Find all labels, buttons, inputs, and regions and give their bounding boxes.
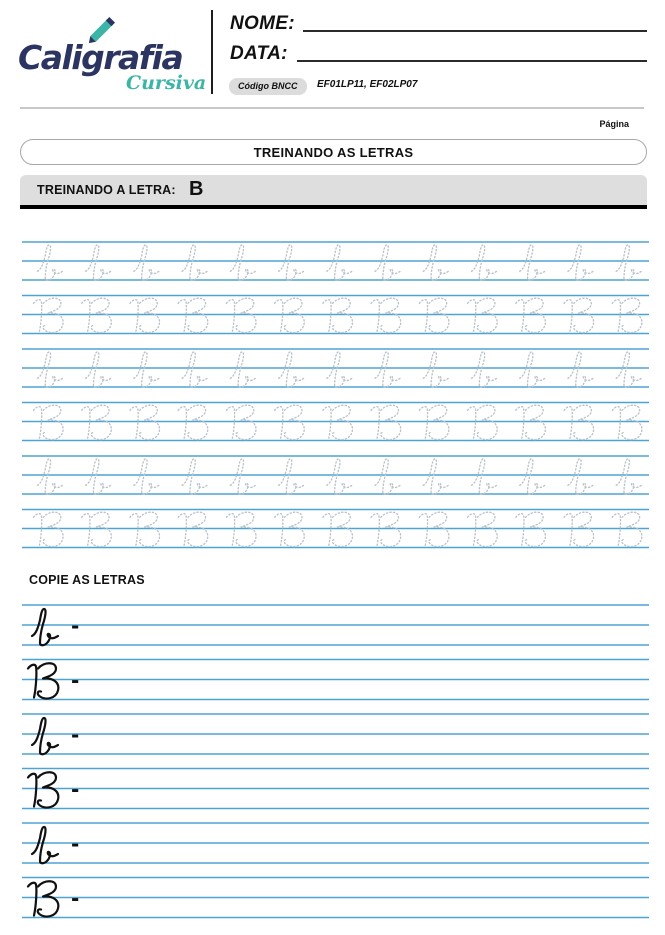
trace-glyph-B: [419, 405, 449, 439]
trace-glyph-B: [516, 512, 546, 546]
trace-glyph-b: [616, 459, 641, 494]
trace-glyph-B: [275, 405, 305, 439]
trace-glyph-B: [275, 512, 305, 546]
trace-glyph-B: [323, 298, 353, 332]
name-label: NOME:: [230, 13, 295, 34]
trace-glyph-b: [520, 245, 545, 280]
trace-glyph-b: [279, 459, 304, 494]
trace-glyph-b: [134, 245, 159, 280]
trace-glyph-b: [423, 459, 448, 494]
trace-glyph-B: [82, 512, 112, 546]
trace-glyph-B: [82, 405, 112, 439]
trace-glyph-b: [182, 245, 207, 280]
copy-model-b: [32, 827, 58, 863]
copy-model-B: [28, 881, 58, 916]
trace-glyph-B: [564, 405, 594, 439]
trace-glyph-B: [612, 298, 642, 332]
trace-glyph-B: [612, 512, 642, 546]
trace-glyph-B: [34, 298, 64, 332]
trace-glyph-B: [468, 298, 498, 332]
worksheet-title: TREINANDO AS LETRAS: [20, 139, 647, 165]
trace-glyph-B: [516, 405, 546, 439]
trace-glyph-B: [468, 405, 498, 439]
trace-glyph-B: [516, 298, 546, 332]
trace-glyph-B: [564, 298, 594, 332]
guide-lines: [22, 242, 649, 918]
trace-glyph-b: [279, 352, 304, 387]
trace-glyph-B: [34, 512, 64, 546]
trace-glyph-b: [86, 459, 111, 494]
trace-glyph-b: [471, 245, 496, 280]
trace-glyph-b: [520, 352, 545, 387]
tracing-glyphs: [34, 245, 642, 547]
copy-model-B: [28, 663, 58, 698]
trace-glyph-B: [564, 512, 594, 546]
trace-glyph-b: [327, 459, 352, 494]
trace-glyph-b: [230, 459, 255, 494]
copy-dash: -: [71, 668, 80, 693]
trace-glyph-b: [182, 459, 207, 494]
copy-model-b: [32, 718, 58, 754]
trace-glyph-B: [468, 512, 498, 546]
bncc-codes: EF01LP11, EF02LP07: [317, 79, 418, 90]
trace-glyph-b: [568, 352, 593, 387]
trace-glyph-b: [37, 459, 62, 494]
trace-glyph-B: [130, 512, 160, 546]
trace-glyph-b: [37, 245, 62, 280]
trace-glyph-b: [375, 352, 400, 387]
page-number-label: Página: [599, 119, 629, 129]
trace-glyph-B: [612, 405, 642, 439]
copy-dash: -: [71, 723, 80, 747]
trace-glyph-b: [375, 245, 400, 280]
trace-glyph-b: [230, 352, 255, 387]
trace-glyph-B: [275, 298, 305, 332]
date-label: DATA:: [230, 43, 288, 64]
trace-glyph-b: [134, 459, 159, 494]
trace-glyph-B: [178, 298, 208, 332]
trace-glyph-B: [323, 405, 353, 439]
trace-glyph-b: [375, 459, 400, 494]
trace-glyph-B: [419, 298, 449, 332]
trace-glyph-b: [568, 459, 593, 494]
copy-dash: -: [71, 886, 80, 911]
trace-glyph-b: [86, 245, 111, 280]
trace-glyph-B: [178, 512, 208, 546]
trace-glyph-B: [371, 512, 401, 546]
trace-glyph-B: [178, 405, 208, 439]
trace-glyph-B: [323, 512, 353, 546]
trace-glyph-b: [423, 245, 448, 280]
trace-glyph-B: [226, 512, 256, 546]
letter-banner-letter: B: [189, 178, 204, 200]
copy-model-b: [32, 609, 58, 645]
trace-glyph-b: [616, 245, 641, 280]
trace-glyph-B: [419, 512, 449, 546]
bncc-badge: Código BNCC: [229, 78, 307, 95]
trace-glyph-b: [230, 245, 255, 280]
trace-glyph-b: [327, 245, 352, 280]
trace-glyph-b: [471, 352, 496, 387]
trace-glyph-b: [182, 352, 207, 387]
copy-model-glyphs: [28, 609, 79, 917]
trace-glyph-B: [130, 405, 160, 439]
trace-glyph-b: [568, 245, 593, 280]
trace-glyph-B: [371, 405, 401, 439]
trace-glyph-b: [37, 352, 62, 387]
logo-wordmark: Caligrafia: [18, 38, 183, 77]
trace-glyph-b: [423, 352, 448, 387]
copy-section-heading: COPIE AS LETRAS: [29, 573, 145, 587]
trace-glyph-B: [82, 298, 112, 332]
copy-dash: -: [71, 832, 80, 856]
trace-glyph-b: [520, 459, 545, 494]
copy-dash: -: [71, 777, 80, 802]
trace-glyph-b: [134, 352, 159, 387]
copy-dash: -: [71, 614, 80, 638]
copy-model-B: [28, 772, 58, 807]
letter-banner-label: TREINANDO A LETRA:: [37, 183, 176, 197]
trace-glyph-B: [226, 298, 256, 332]
trace-glyph-B: [34, 405, 64, 439]
trace-glyph-B: [371, 298, 401, 332]
trace-glyph-b: [279, 245, 304, 280]
trace-glyph-b: [616, 352, 641, 387]
trace-glyph-b: [86, 352, 111, 387]
logo-subtitle: Cursiva: [126, 72, 207, 94]
trace-glyph-B: [226, 405, 256, 439]
trace-glyph-b: [327, 352, 352, 387]
trace-glyph-B: [130, 298, 160, 332]
trace-glyph-b: [471, 459, 496, 494]
